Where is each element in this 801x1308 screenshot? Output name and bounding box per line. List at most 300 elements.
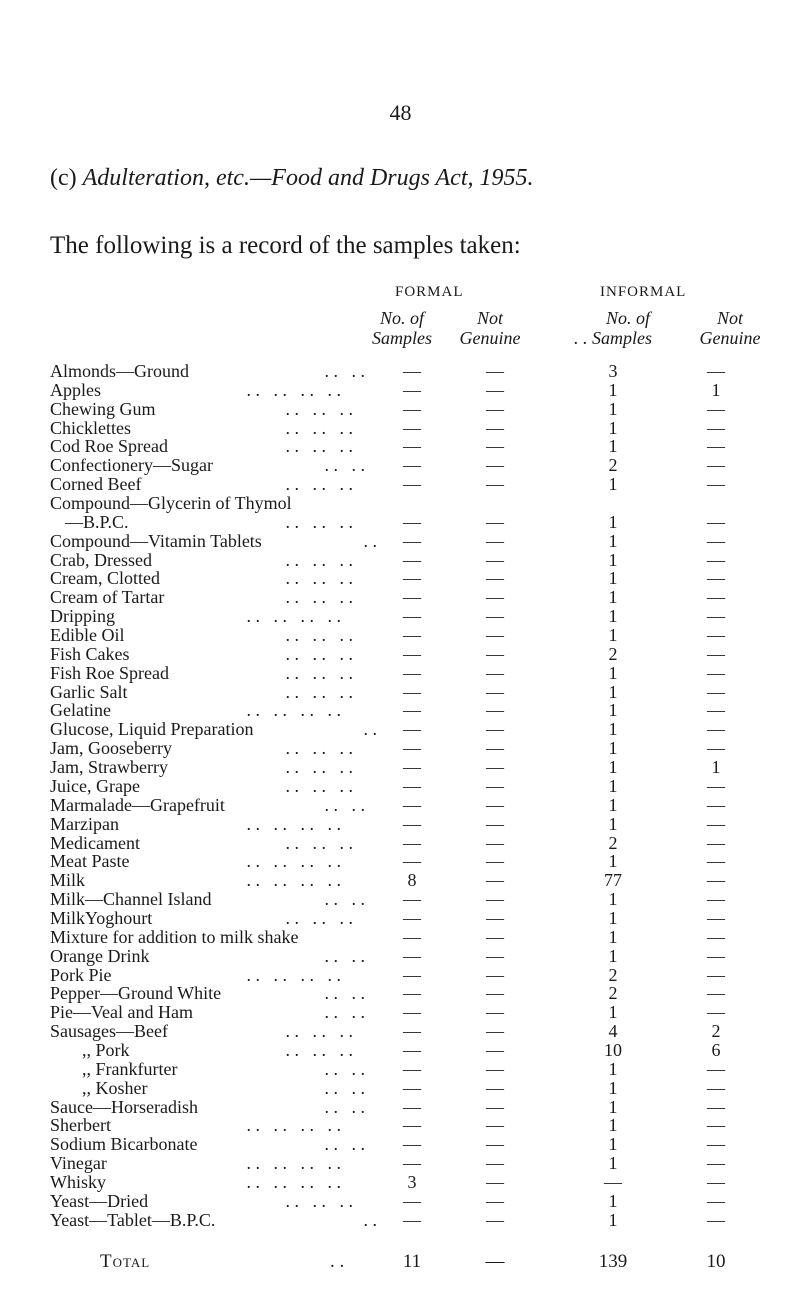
leader-dots: . . . . (324, 1096, 365, 1117)
item-name: Cod Roe Spread (50, 436, 168, 457)
table-row (50, 664, 770, 683)
informal-samples-cell: 1 (608, 511, 618, 532)
informal-not-genuine-cell: — (707, 889, 725, 910)
informal-not-genuine-cell: — (707, 417, 725, 438)
item-name: Dripping (50, 606, 115, 627)
informal-samples-cell: 1 (608, 1115, 618, 1136)
formal-not-genuine-cell: — (486, 568, 504, 589)
informal-not-genuine-cell: 2 (711, 1021, 721, 1042)
item-name: Jam, Strawberry (50, 757, 168, 778)
formal-not-genuine-cell: — (486, 1115, 504, 1136)
formal-samples-cell: — (403, 1021, 421, 1042)
leader-dots: . . (363, 530, 377, 551)
table-row (50, 456, 770, 475)
leader-dots: . . . . . . (285, 907, 353, 928)
leader-dots: . . . . . . . . (246, 813, 341, 834)
informal-not-genuine-cell: — (707, 1096, 725, 1117)
item-name: Confectionery—Sugar (50, 455, 213, 476)
item-name: Fish Roe Spread (50, 662, 169, 683)
informal-not-genuine-cell: — (707, 530, 725, 551)
item-name: ,, Frankfurter (82, 1058, 178, 1079)
formal-not-genuine-cell: — (486, 813, 504, 834)
item-name: Apples (50, 379, 101, 400)
item-name: Milk—Channel Island (50, 889, 212, 910)
informal-samples-cell: 1 (608, 568, 618, 589)
item-name: ,, Kosher (82, 1077, 148, 1098)
formal-samples-cell: — (403, 511, 421, 532)
informal-samples-cell: 1 (608, 1002, 618, 1023)
samples-table (50, 362, 770, 1230)
formal-samples-cell: — (403, 1190, 421, 1211)
item-name: Crab, Dressed (50, 549, 152, 570)
informal-not-genuine-cell: — (707, 738, 725, 759)
formal-not-genuine-cell: — (486, 625, 504, 646)
formal-samples-cell: — (403, 738, 421, 759)
formal-samples-cell: — (403, 775, 421, 796)
informal-not-genuine-cell: — (707, 1002, 725, 1023)
informal-samples-cell: 2 (608, 643, 618, 664)
formal-not-genuine-cell: — (486, 926, 504, 947)
formal-samples-cell: — (403, 907, 421, 928)
formal-samples-cell: — (403, 964, 421, 985)
leader-dots: . . . . . . (285, 757, 353, 778)
item-name: ,, Pork (82, 1039, 130, 1060)
informal-not-genuine-cell: — (707, 511, 725, 532)
item-name: Almonds—Ground (50, 361, 189, 381)
informal-samples-cell: 2 (608, 983, 618, 1004)
leader-dots: . . . . . . . . (246, 379, 341, 400)
table-row (50, 1079, 770, 1098)
formal-samples-cell: — (403, 606, 421, 627)
formal-samples-cell: — (403, 983, 421, 1004)
formal-not-genuine-cell: — (486, 870, 504, 891)
formal-not-genuine-cell: — (486, 738, 504, 759)
formal-not-genuine-cell: — (486, 643, 504, 664)
informal-not-genuine-cell: — (707, 700, 725, 721)
informal-not-genuine-cell: — (707, 851, 725, 872)
item-name: Sodium Bicarbonate (50, 1134, 198, 1155)
formal-not-genuine-cell: — (486, 964, 504, 985)
table-row (50, 400, 770, 419)
informal-samples-cell: 2 (608, 455, 618, 476)
informal-samples-cell: 1 (608, 530, 618, 551)
formal-not-genuine-cell: — (486, 907, 504, 928)
table-row (50, 928, 770, 947)
formal-samples-cell: — (403, 757, 421, 778)
item-name: Cream of Tartar (50, 587, 165, 608)
item-name: Cream, Clotted (50, 568, 160, 589)
informal-not-genuine-cell: — (707, 1058, 725, 1079)
formal-not-genuine-cell: — (486, 889, 504, 910)
informal-samples-cell: 1 (608, 662, 618, 683)
formal-not-genuine-cell: — (486, 794, 504, 815)
informal-samples-cell: 1 (608, 1058, 618, 1079)
table-row (50, 1098, 770, 1117)
informal-not-genuine-cell: — (707, 436, 725, 457)
leader-dots: . . . . . . (285, 436, 353, 457)
leader-dots: . . . . (324, 1134, 365, 1155)
formal-samples-cell: — (403, 398, 421, 419)
informal-not-genuine-cell: — (707, 398, 725, 419)
informal-not-genuine-cell: 1 (711, 379, 721, 400)
leader-dots: . . . . (324, 983, 365, 1004)
leader-dots: . . . . . . (285, 398, 353, 419)
table-row (50, 701, 770, 720)
leader-dots: . . (363, 719, 377, 740)
formal-samples-cell: — (403, 549, 421, 570)
informal-samples-cell: 1 (608, 1096, 618, 1117)
item-name: Chewing Gum (50, 398, 156, 419)
formal-samples-cell: — (403, 1134, 421, 1155)
informal-not-genuine-cell: — (707, 1077, 725, 1098)
table-row (50, 588, 770, 607)
table-row (50, 1041, 770, 1060)
total-formal-not-genuine: — (485, 1251, 505, 1272)
formal-samples-cell: 3 (407, 1171, 417, 1192)
informal-samples-cell: 1 (608, 889, 618, 910)
heading-prefix: (c) (50, 165, 83, 191)
item-name: Orange Drink (50, 945, 150, 966)
informal-not-genuine-cell: — (707, 474, 725, 495)
item-name: Jam, Gooseberry (50, 738, 172, 759)
formal-samples-cell: — (403, 1209, 421, 1230)
formal-not-genuine-cell: — (486, 719, 504, 740)
leader-dots: . . . . . . (285, 474, 353, 495)
formal-not-genuine-cell: — (486, 1021, 504, 1042)
informal-not-genuine-cell: 6 (711, 1039, 721, 1060)
leader-dots: . . . . . . (285, 549, 353, 570)
item-name: Fish Cakes (50, 643, 130, 664)
formal-not-genuine-cell: — (486, 417, 504, 438)
table-row (50, 815, 770, 834)
formal-samples-cell: — (403, 417, 421, 438)
formal-not-genuine-cell: — (486, 606, 504, 627)
table-row (50, 1022, 770, 1041)
formal-not-genuine-cell: — (486, 549, 504, 570)
informal-samples-header: No. of . . Samples (574, 308, 652, 348)
informal-samples-cell: 1 (608, 775, 618, 796)
formal-samples-cell: — (403, 700, 421, 721)
formal-samples-cell: — (403, 926, 421, 947)
item-name: Corned Beef (50, 474, 142, 495)
informal-samples-cell: 1 (608, 700, 618, 721)
informal-not-genuine-cell: — (707, 964, 725, 985)
formal-not-genuine-cell: — (486, 1058, 504, 1079)
formal-not-genuine-cell: — (486, 983, 504, 1004)
table-row (50, 419, 770, 438)
informal-not-genuine-cell: — (707, 832, 725, 853)
formal-not-genuine-cell: — (486, 945, 504, 966)
leader-dots: . . . . (324, 1002, 365, 1023)
formal-not-genuine-cell: — (486, 1002, 504, 1023)
leader-dots: . . . . . . (285, 1039, 353, 1060)
leader-dots: . . . . (324, 945, 365, 966)
item-name: Mixture for addition to milk shake (50, 926, 299, 947)
table-row (50, 569, 770, 588)
formal-not-genuine-cell: — (486, 757, 504, 778)
table-row (50, 720, 770, 739)
informal-not-genuine-header: Not Genuine (699, 308, 761, 348)
intro-text: The following is a record of the samples taken: (50, 232, 521, 259)
informal-not-genuine-cell: — (707, 1153, 725, 1174)
item-name: Chicklettes (50, 417, 131, 438)
informal-samples-cell: 1 (608, 681, 618, 702)
total-dots: . . (330, 1251, 345, 1272)
item-name: MilkYoghourt (50, 907, 153, 928)
item-name: Sausages—Beef (50, 1021, 168, 1042)
formal-samples-cell: — (403, 1115, 421, 1136)
informal-samples-cell: 1 (608, 926, 618, 947)
informal-samples-cell: 4 (608, 1021, 618, 1042)
formal-samples-cell: — (403, 474, 421, 495)
informal-not-genuine-cell: — (707, 813, 725, 834)
table-row (50, 890, 770, 909)
informal-samples-cell: 1 (608, 794, 618, 815)
formal-not-genuine-cell: — (486, 681, 504, 702)
formal-samples-cell: — (403, 1096, 421, 1117)
informal-samples-cell: 1 (608, 625, 618, 646)
informal-samples-cell: 10 (604, 1039, 622, 1060)
formal-not-genuine-cell: — (486, 511, 504, 532)
informal-samples-cell: 1 (608, 851, 618, 872)
formal-samples-cell: — (403, 455, 421, 476)
informal-samples-cell: 1 (608, 436, 618, 457)
leader-dots: . . . . . . (285, 417, 353, 438)
formal-samples-cell: — (403, 1039, 421, 1060)
formal-not-genuine-cell: — (486, 775, 504, 796)
leader-dots: . . . . . . (285, 1190, 353, 1211)
informal-not-genuine-cell: — (707, 643, 725, 664)
formal-samples-cell: — (403, 643, 421, 664)
table-row (50, 1060, 770, 1079)
informal-samples-cell: 1 (608, 1153, 618, 1174)
item-name: Yeast—Tablet—B.P.C. (50, 1209, 216, 1230)
informal-samples-cell: 1 (608, 549, 618, 570)
informal-not-genuine-cell: — (707, 1115, 725, 1136)
informal-samples-cell: 1 (608, 606, 618, 627)
informal-samples-cell: 1 (608, 907, 618, 928)
formal-not-genuine-cell: — (486, 700, 504, 721)
informal-not-genuine-cell: — (707, 870, 725, 891)
informal-samples-cell: 1 (608, 1077, 618, 1098)
table-row (50, 381, 770, 400)
table-row (50, 607, 770, 626)
item-name: Compound—Vitamin Tablets (50, 530, 262, 551)
item-name: Pork Pie (50, 964, 112, 985)
formal-samples-cell: — (403, 1002, 421, 1023)
table-row (50, 532, 770, 551)
item-name: Gelatine (50, 700, 111, 721)
informal-samples-cell: 1 (608, 474, 618, 495)
table-row (50, 909, 770, 928)
informal-not-genuine-cell: — (707, 926, 725, 947)
informal-not-genuine-cell: — (707, 681, 725, 702)
total-row (50, 1250, 770, 1274)
formal-not-genuine-cell: — (486, 1134, 504, 1155)
formal-samples-cell: — (403, 719, 421, 740)
formal-not-genuine-cell: — (486, 361, 504, 381)
informal-not-genuine-cell: 1 (711, 757, 721, 778)
informal-samples-cell: — (604, 1171, 622, 1192)
leader-dots: . . (363, 1209, 377, 1230)
total-informal-not-genuine: 10 (706, 1251, 726, 1272)
informal-samples-cell: 1 (608, 1190, 618, 1211)
item-name: Pepper—Ground White (50, 983, 222, 1004)
table-row (50, 1173, 770, 1192)
table-row (50, 626, 770, 645)
formal-samples-cell: — (403, 681, 421, 702)
formal-not-genuine-cell: — (486, 530, 504, 551)
formal-samples-cell: 8 (407, 870, 417, 891)
informal-samples-cell: 1 (608, 738, 618, 759)
informal-not-genuine-cell: — (707, 775, 725, 796)
formal-not-genuine-cell: — (486, 1209, 504, 1230)
formal-samples-cell: — (403, 889, 421, 910)
table-row (50, 1192, 770, 1211)
table-row (50, 437, 770, 456)
total-label: Total (100, 1251, 151, 1272)
informal-group-header: INFORMAL (600, 284, 687, 300)
table-row (50, 362, 770, 381)
informal-samples-cell: 1 (608, 398, 618, 419)
informal-not-genuine-cell: — (707, 606, 725, 627)
formal-not-genuine-cell: — (486, 662, 504, 683)
leader-dots: . . . . . . (285, 1021, 353, 1042)
informal-not-genuine-cell: — (707, 1134, 725, 1155)
formal-samples-cell: — (403, 832, 421, 853)
leader-dots: . . . . . . . . (246, 606, 341, 627)
heading-title: Adulteration, etc.—Food and Drugs Act, 1955. (82, 165, 534, 191)
informal-samples-cell: 2 (608, 832, 618, 853)
item-name: Marzipan (50, 813, 119, 834)
leader-dots: . . . . . . (285, 832, 353, 853)
item-name: Sauce—Horseradish (50, 1096, 198, 1117)
item-name: Glucose, Liquid Preparation (50, 719, 254, 740)
table-row (50, 683, 770, 702)
leader-dots: . . . . . . (285, 681, 353, 702)
formal-not-genuine-cell: — (486, 587, 504, 608)
formal-not-genuine-cell: — (486, 1153, 504, 1174)
item-name: Pie—Veal and Ham (50, 1002, 193, 1023)
formal-not-genuine-cell: — (486, 1077, 504, 1098)
leader-dots: . . . . . . . . (246, 964, 341, 985)
informal-not-genuine-cell: — (707, 907, 725, 928)
formal-not-genuine-cell: — (486, 455, 504, 476)
leader-dots: . . . . . . (285, 625, 353, 646)
table-row (50, 1116, 770, 1135)
formal-samples-cell: — (403, 568, 421, 589)
table-row (50, 852, 770, 871)
item-name: Sherbert (50, 1115, 111, 1136)
formal-samples-cell: — (403, 530, 421, 551)
table-row (50, 871, 770, 890)
leader-dots: . . . . (324, 1058, 365, 1079)
leader-dots: . . . . . . . . (246, 1171, 341, 1192)
formal-samples-cell: — (403, 945, 421, 966)
informal-samples-cell: 1 (608, 1209, 618, 1230)
leader-dots: . . . . . . (285, 587, 353, 608)
formal-samples-cell: — (403, 794, 421, 815)
item-name: Medicament (50, 832, 140, 853)
table-row (50, 1154, 770, 1173)
formal-samples-cell: — (403, 625, 421, 646)
item-name: Juice, Grape (50, 775, 140, 796)
informal-samples-cell: 1 (608, 417, 618, 438)
item-name: Yeast—Dried (50, 1190, 149, 1211)
informal-samples-cell: 1 (608, 719, 618, 740)
leader-dots: . . . . . . (285, 738, 353, 759)
leader-dots: . . . . . . . . (246, 1115, 341, 1136)
formal-samples-cell: — (403, 1058, 421, 1079)
informal-samples-cell: 1 (608, 587, 618, 608)
table-row (50, 796, 770, 815)
formal-samples-cell: — (403, 587, 421, 608)
item-name-continued: —B.P.C. (65, 511, 129, 532)
leader-dots: . . . . (324, 1077, 365, 1098)
table-row (50, 645, 770, 664)
table-row (50, 1135, 770, 1154)
table-row (50, 494, 770, 532)
informal-not-genuine-cell: — (707, 587, 725, 608)
leader-dots: . . . . . . . . (246, 851, 341, 872)
table-row (50, 758, 770, 777)
formal-not-genuine-cell: — (486, 398, 504, 419)
leader-dots: . . . . . . . . (246, 700, 341, 721)
section-heading (50, 165, 534, 192)
table-row (50, 739, 770, 758)
leader-dots: . . . . (324, 794, 365, 815)
informal-samples-cell: 1 (608, 379, 618, 400)
total-formal-samples: 11 (402, 1251, 422, 1272)
informal-not-genuine-cell: — (707, 549, 725, 570)
leader-dots: . . . . . . (285, 568, 353, 589)
formal-samples-cell: — (403, 662, 421, 683)
formal-samples-header: No. of Samples (372, 308, 432, 348)
item-name: Vinegar (50, 1153, 107, 1174)
informal-not-genuine-cell: — (707, 794, 725, 815)
formal-not-genuine-cell: — (486, 436, 504, 457)
informal-not-genuine-cell: — (707, 568, 725, 589)
informal-not-genuine-cell: — (707, 945, 725, 966)
informal-not-genuine-cell: — (707, 1171, 725, 1192)
informal-samples-cell: 2 (608, 964, 618, 985)
informal-samples-cell: 1 (608, 757, 618, 778)
formal-samples-cell: — (403, 813, 421, 834)
formal-not-genuine-cell: — (486, 1039, 504, 1060)
table-row (50, 947, 770, 966)
leader-dots: . . . . . . (285, 643, 353, 664)
table-row (50, 834, 770, 853)
formal-not-genuine-header: Not Genuine (459, 308, 521, 348)
table-row (50, 1211, 770, 1230)
informal-samples-cell: 77 (604, 870, 622, 891)
item-name: Edible Oil (50, 625, 125, 646)
page-number: 48 (389, 100, 412, 125)
formal-not-genuine-cell: — (486, 379, 504, 400)
formal-not-genuine-cell: — (486, 474, 504, 495)
table-row (50, 984, 770, 1003)
formal-samples-cell: — (403, 361, 421, 381)
informal-not-genuine-cell: — (707, 361, 725, 381)
leader-dots: . . . . . . . . (246, 1153, 341, 1174)
formal-group-header: FORMAL (395, 284, 464, 300)
informal-not-genuine-cell: — (707, 1209, 725, 1230)
informal-samples-cell: 1 (608, 1134, 618, 1155)
formal-samples-cell: — (403, 1077, 421, 1098)
leader-dots: . . . . . . (285, 662, 353, 683)
leader-dots: . . . . (324, 361, 365, 381)
total-informal-samples: 139 (598, 1251, 628, 1272)
